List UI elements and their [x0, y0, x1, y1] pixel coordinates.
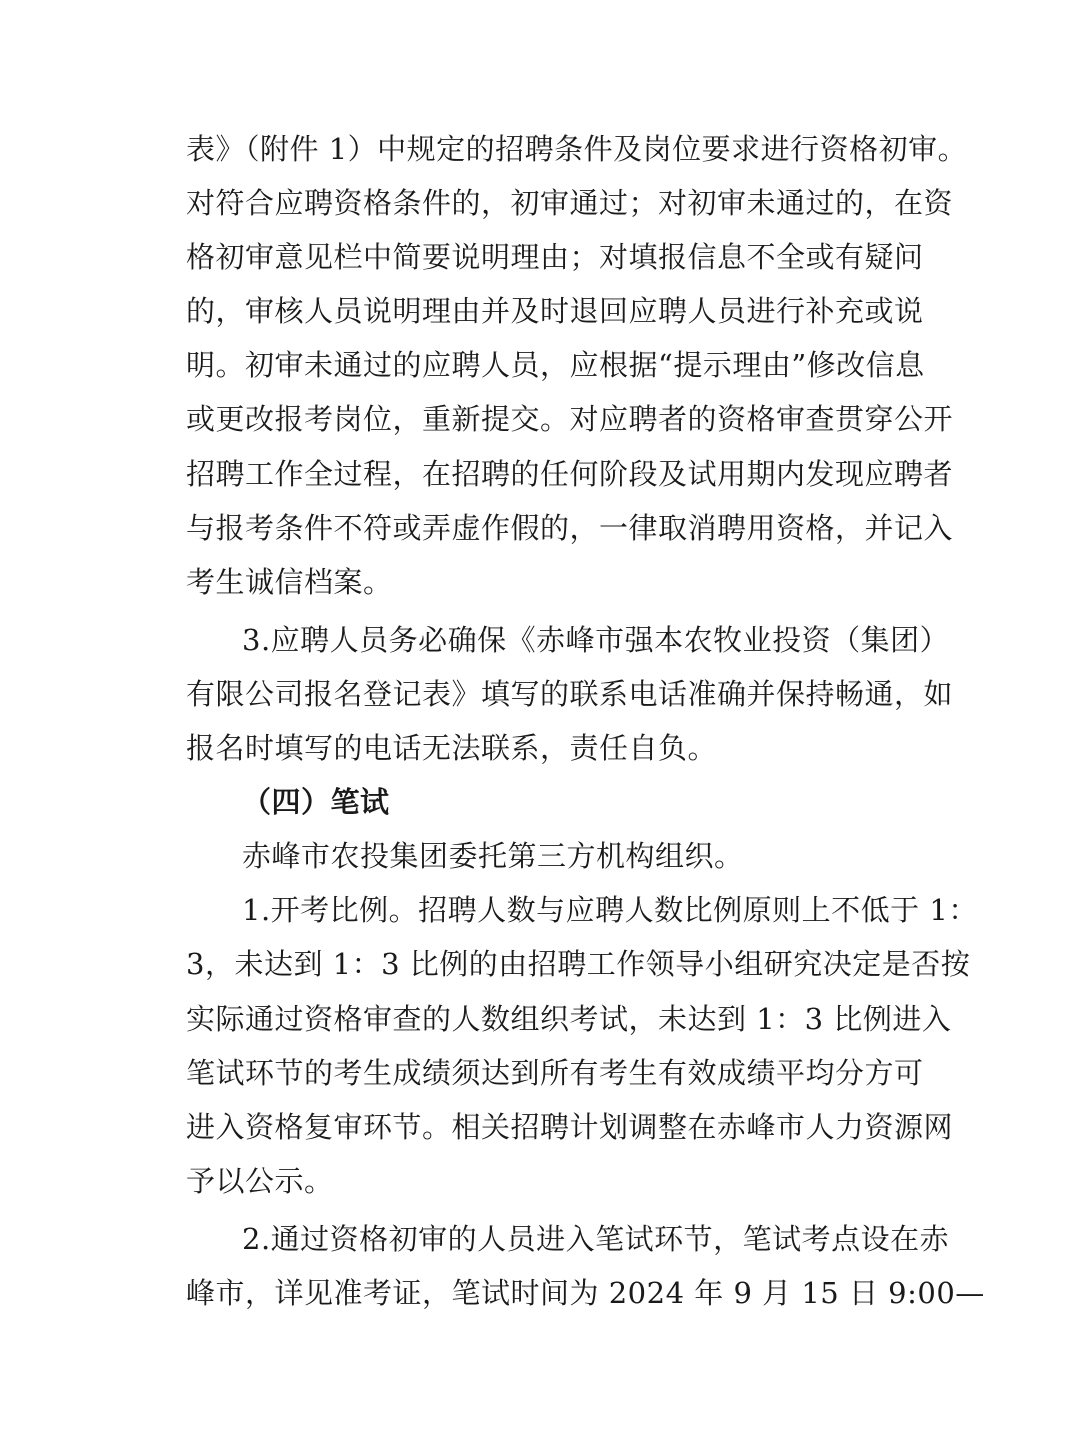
text-line: 实际通过资格审查的人数组织考试，未达到 1：3 比例进入	[186, 1001, 952, 1036]
paragraph-start: 2.通过资格初审的人员进入笔试环节，笔试考点设在赤	[242, 1221, 950, 1256]
text-line: 的，审核人员说明理由并及时退回应聘人员进行补充或说	[186, 294, 924, 329]
text-line: 3，未达到 1：3 比例的由招聘工作领导小组研究决定是否按	[186, 947, 971, 982]
text-line: 予以公示。	[186, 1163, 334, 1198]
text-line: 对符合应聘资格条件的，初审通过；对初审未通过的，在资	[186, 186, 954, 221]
text-line: 峰市，详见准考证，笔试时间为 2024 年 9 月 15 日 9:00—	[186, 1275, 985, 1310]
text-line: 笔试环节的考生成绩须达到所有考生有效成绩平均分方可	[186, 1055, 924, 1090]
text-line: 表》（附件 1）中规定的招聘条件及岗位要求进行资格初审。	[186, 132, 968, 166]
paragraph-start: 3.应聘人员务必确保《赤峰市强本农牧业投资（集团）	[242, 622, 950, 657]
text-line: 或更改报考岗位，重新提交。对应聘者的资格审查贯穿公开	[186, 402, 954, 437]
text-line: 与报考条件不符或弄虚作假的，一律取消聘用资格，并记入	[186, 510, 954, 545]
text-line: 考生诚信档案。	[186, 564, 393, 599]
text-line: 格初审意见栏中简要说明理由；对填报信息不全或有疑问	[186, 240, 924, 275]
document-body	[186, 122, 985, 1320]
text-line: 报名时填写的电话无法联系，责任自负。	[186, 731, 718, 766]
section-heading: （四）笔试	[242, 785, 390, 820]
paragraph-start: 赤峰市农投集团委托第三方机构组织。	[242, 839, 744, 874]
text-line: 招聘工作全过程，在招聘的任何阶段及试用期内发现应聘者	[186, 456, 954, 491]
text-line: 进入资格复审环节。相关招聘计划调整在赤峰市人力资源网	[186, 1109, 954, 1144]
text-line: 有限公司报名登记表》填写的联系电话准确并保持畅通，如	[186, 676, 954, 711]
text-line: 明。初审未通过的应聘人员，应根据“提示理由”修改信息	[186, 348, 925, 383]
paragraph-start: 1.开考比例。招聘人数与应聘人数比例原则上不低于 1：	[242, 893, 978, 928]
